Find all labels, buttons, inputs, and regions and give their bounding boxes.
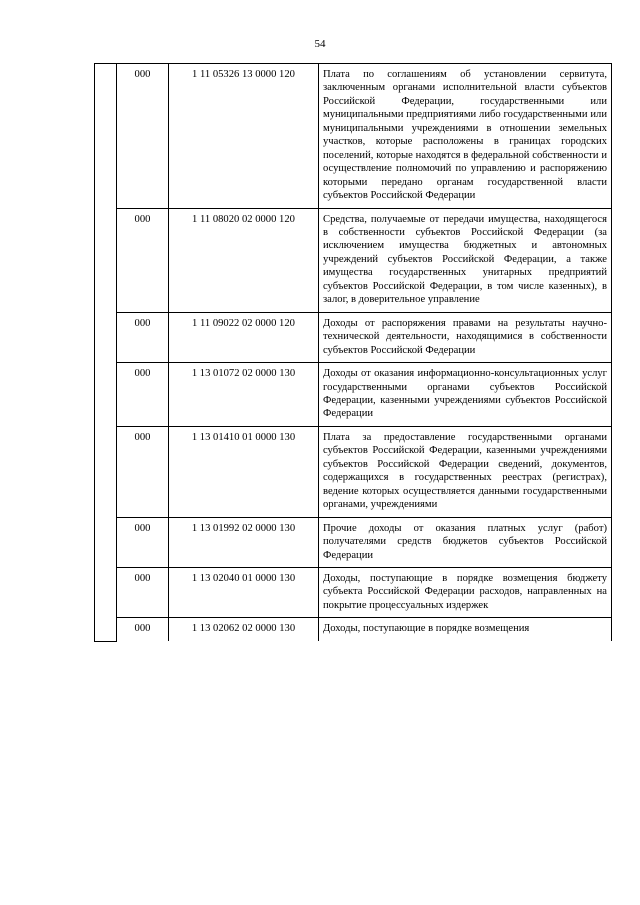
table-row (95, 312, 612, 362)
table-row (95, 618, 612, 642)
table-row (95, 64, 612, 209)
table-row (95, 208, 612, 312)
admin-code-cell: 000 (117, 363, 169, 427)
income-name-cell: Доходы, поступающие в порядке возмещения бюджету субъекта Российской Федерации расходов, направленных на покрытие процессуальных издержек (319, 567, 612, 617)
kbk-code-cell: 1 13 02040 01 0000 130 (169, 567, 319, 617)
admin-code-cell: 000 (117, 426, 169, 517)
income-name-cell: Доходы, поступающие в порядке возмещения (319, 618, 612, 642)
empty-left-column (95, 64, 117, 642)
kbk-code-cell: 1 11 09022 02 0000 120 (169, 312, 319, 362)
income-name-cell: Плата по соглашениям об установлении сервитута, заключенным органами исполнительной власти субъектов Российской Федерации, государственными или муниципальными предприятиями либо государственными или муниципальными учреждениями в отношении земельных участков, которые расположены в границах городских поселений, которые находятся в федеральной собственности и осуществление полномочий по управлению и распоряжению которыми передано органам государственной власти субъектов Российской Федерации (319, 64, 612, 209)
income-name-cell: Прочие доходы от оказания платных услуг (работ) получателями средств бюджетов субъектов Российской Федерации (319, 517, 612, 567)
admin-code-cell: 000 (117, 312, 169, 362)
page-number: 54 (314, 38, 326, 50)
table-row (95, 567, 612, 617)
income-name-cell: Средства, получаемые от передачи имущества, находящегося в собственности субъектов Российской Федерации (за исключением имущества бюджетных и автономных учреждений субъектов Российской Федерации, а также имущества государственных унитарных предприятий субъектов Российской Федерации, в том числе казенных), в залог, в доверительное управление (319, 208, 612, 312)
kbk-code-cell: 1 13 01992 02 0000 130 (169, 517, 319, 567)
kbk-code-cell: 1 11 05326 13 0000 120 (169, 64, 319, 209)
table-row (95, 426, 612, 517)
income-name-cell: Доходы от распоряжения правами на результаты научно-технической деятельности, находящимися в собственности субъектов Российской Федерации (319, 312, 612, 362)
admin-code-cell: 000 (117, 567, 169, 617)
kbk-code-cell: 1 13 01072 02 0000 130 (169, 363, 319, 427)
kbk-code-cell: 1 13 01410 01 0000 130 (169, 426, 319, 517)
admin-code-cell: 000 (117, 517, 169, 567)
admin-code-cell: 000 (117, 618, 169, 642)
kbk-code-cell: 1 11 08020 02 0000 120 (169, 208, 319, 312)
income-name-cell: Доходы от оказания информационно-консультационных услуг государственными органами субъектов Российской Федерации, казенными учреждениями субъектов Российской Федерации (319, 363, 612, 427)
budget-codes-table (94, 63, 612, 642)
table-row (95, 363, 612, 427)
admin-code-cell: 000 (117, 208, 169, 312)
income-name-cell: Плата за предоставление государственными органами субъектов Российской Федерации, казенными учреждениями субъектов Российской Федерации сведений, документов, содержащихся в государственных реестрах (регистрах), ведение которых осуществляется данными государственными органами, учреждениями (319, 426, 612, 517)
admin-code-cell: 000 (117, 64, 169, 209)
kbk-code-cell: 1 13 02062 02 0000 130 (169, 618, 319, 642)
table-row (95, 517, 612, 567)
